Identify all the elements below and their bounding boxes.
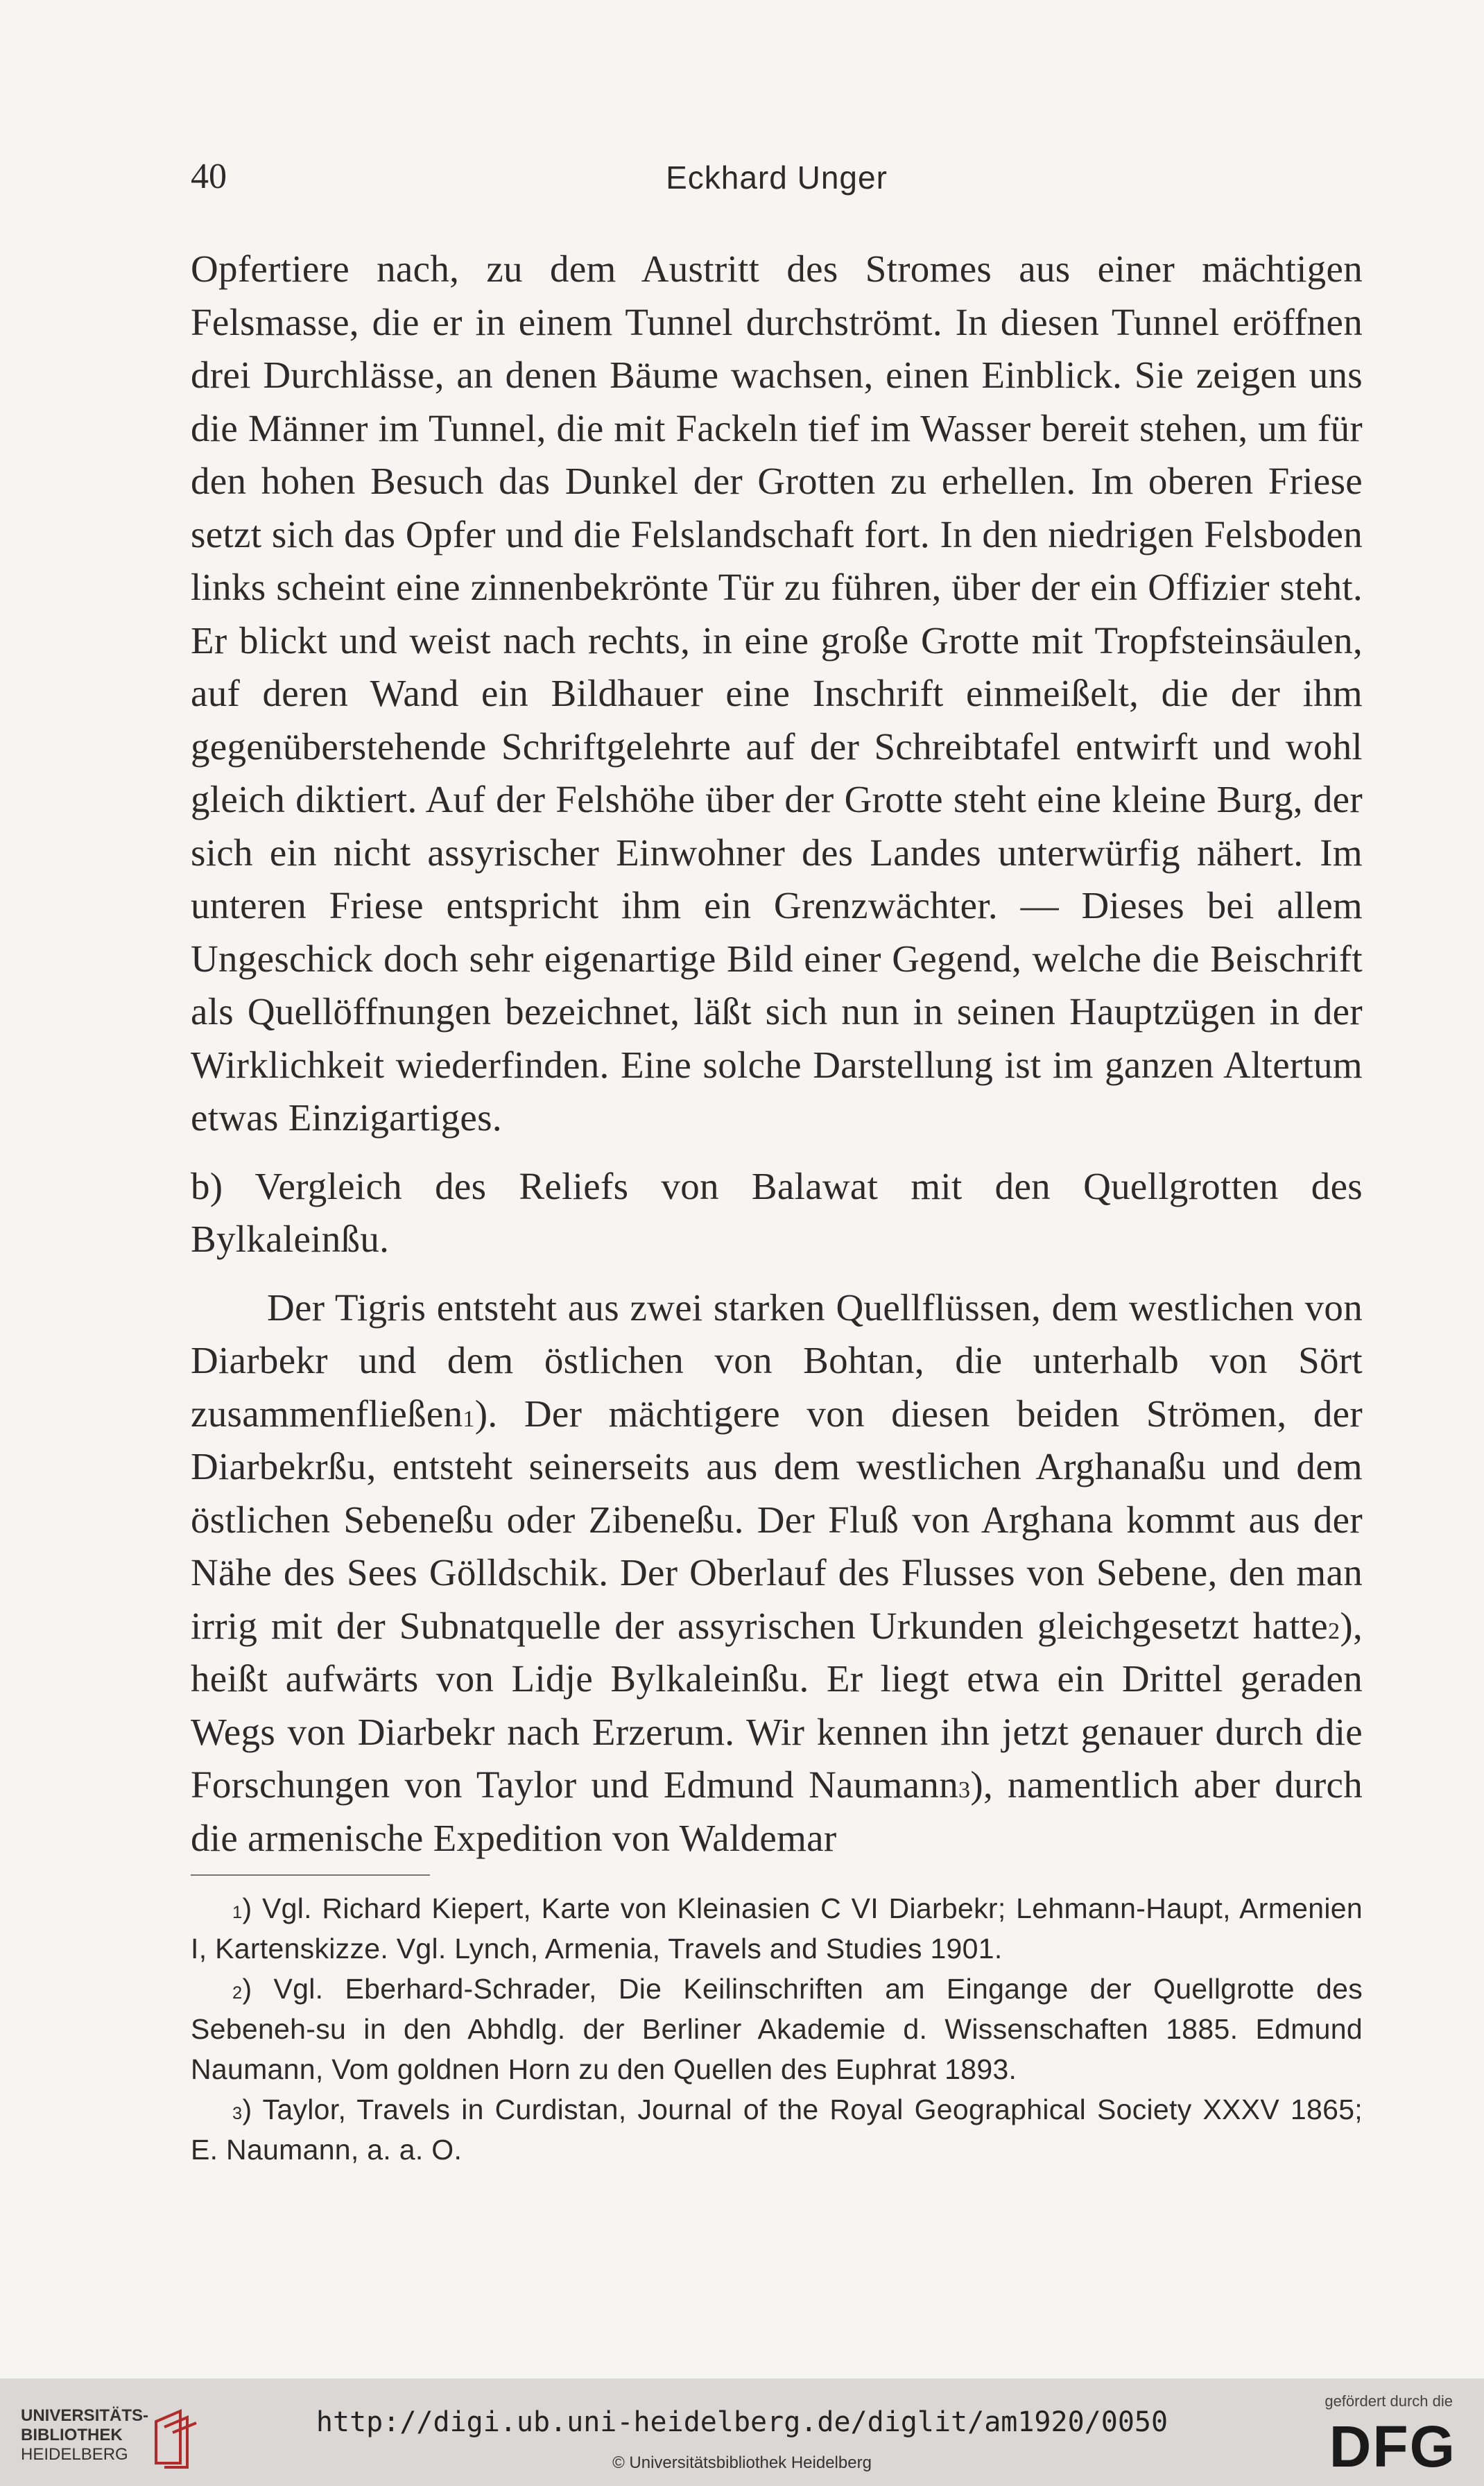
document-url-link[interactable]: http://digi.ub.uni-heidelberg.de/diglit/am1920/0050 [316, 2406, 1168, 2438]
footnote-3 [191, 2089, 1363, 2170]
footnote-ref-1: 1 [463, 1406, 475, 1432]
paragraph-2-part-1: Der Tigris entsteht aus zwei starken Quellflüssen, dem westlichen von Diarbekr und dem östlichen von Bohtan, die unterhalb von Sört zusammenfließen [191, 1286, 1363, 1435]
page-number: 40 [191, 157, 227, 196]
footnote-text-3: ) Taylor, Travels in Curdistan, Journal of the Royal Geographical Society XXXV 1865; E. Naumann, a. a. O. [191, 2094, 1363, 2166]
library-line-2: BIBLIOTHEK [21, 2426, 123, 2444]
footnote-mark-1: 1 [232, 1903, 243, 1922]
running-title: Eckhard Unger [666, 159, 888, 196]
paragraph-1: Opfertiere nach, zu dem Austritt des Stromes aus einer mächtigen Felsmasse, die er in einem Tunnel durchströmt. In diesen Tunnel eröffnen drei Durchlässe, an denen Bäume wachsen, einen Einblick. Sie zeigen uns die Männer im Tunnel, die mit Fackeln tief im Wasser bereit stehen, um für den hohen Besuch das Dunkel der Grotten zu erhellen. Im oberen Friese setzt sich das Opfer und die Felslandschaft fort. In den niedrigen Felsboden links scheint eine zinnenbekrönte Tür zu führen, über der ein Offizier steht. Er blickt und weist nach rechts, in eine große Grotte mit Tropfsteinsäulen, auf deren Wand ein Bildhauer eine Inschrift einmeißelt, die der ihm gegenüberstehende Schriftgelehrte auf der Schreibtafel entwirft und wohl gleich diktiert. Auf der Felshöhe über der Grotte steht eine kleine Burg, der sich ein nicht assyrischer Einwohner des Landes unterwürfig nähert. Im unteren Friese entspricht ihm ein Grenzwächter. — Dieses bei allem Ungeschick doch sehr eigenartige Bild einer Gegend, welche die Beischrift als Quellöffnungen bezeichnet, läßt sich nun in seinen Hauptzügen in der Wirklichkeit wiederfinden. Eine solche Darstellung ist im ganzen Altertum etwas Einzigartiges. [191, 248, 1363, 1139]
footnote-divider [191, 1874, 430, 1876]
funded-by-note: gefördert durch die [1325, 2392, 1453, 2410]
paragraph-2-part-4: ), namentlich aber durch die armenische Expedition von Waldemar [191, 1763, 1363, 1859]
footer-bar [0, 2379, 1484, 2486]
dfg-logo: DFG [1329, 2414, 1456, 2479]
library-line-3: HEIDELBERG [21, 2445, 128, 2464]
paragraph-2 [191, 1281, 1363, 1865]
body-text [191, 243, 1363, 2170]
footnote-1 [191, 1888, 1363, 1969]
footnotes [191, 1888, 1363, 2170]
footnote-mark-3: 3 [232, 2104, 243, 2123]
page-header [191, 156, 1363, 212]
paragraph-2-part-3: ), heißt aufwärts von Lidje Bylkaleinßu. Er liegt etwa ein Drittel geraden Wegs von Diarbekr nach Erzerum. Wir kennen ihn jetzt genauer durch die Forschungen von Taylor und Edmund Naumann [191, 1604, 1363, 1806]
copyright-text: © Universitätsbibliothek Heidelberg [612, 2453, 872, 2472]
footnote-ref-2: 2 [1327, 1618, 1340, 1644]
library-line-1: UNIVERSITÄTS- [21, 2406, 149, 2425]
footnote-mark-2: 2 [232, 1983, 243, 2003]
footnote-text-1: ) Vgl. Richard Kiepert, Karte von Kleinasien C VI Diarbekr; Lehmann-Haupt, Armenien I, Kartenskizze. Vgl. Lynch, Armenia, Travels and Studies 1901. [191, 1892, 1363, 1965]
paragraph-2-part-2: ). Der mächtigere von diesen beiden Strömen, der Diarbekrßu, entsteht seinerseits aus dem westlichen Arghanaßu und dem östlichen Sebeneßu oder Zibeneßu. Der Fluß von Arghana kommt aus der Nähe des Sees Gölldschik. Der Oberlauf des Flusses von Sebene, den man irrig mit der Subnatquelle der assyrischen Urkunden gleichgesetzt hatte [191, 1392, 1363, 1647]
section-heading: b) Vergleich des Reliefs von Balawat mit den Quellgrotten des Bylkaleinßu. [191, 1164, 1363, 1260]
footnote-text-2: ) Vgl. Eberhard-Schrader, Die Keilinschriften am Eingange der Quellgrotte des Sebeneh-su in den Abhdlg. der Berliner Akademie d. Wissenschaften 1885. Edmund Naumann, Vom goldnen Horn zu den Quellen des Euphrat 1893. [191, 1973, 1363, 2085]
footnote-2 [191, 1969, 1363, 2089]
footnote-ref-3: 3 [958, 1777, 971, 1803]
